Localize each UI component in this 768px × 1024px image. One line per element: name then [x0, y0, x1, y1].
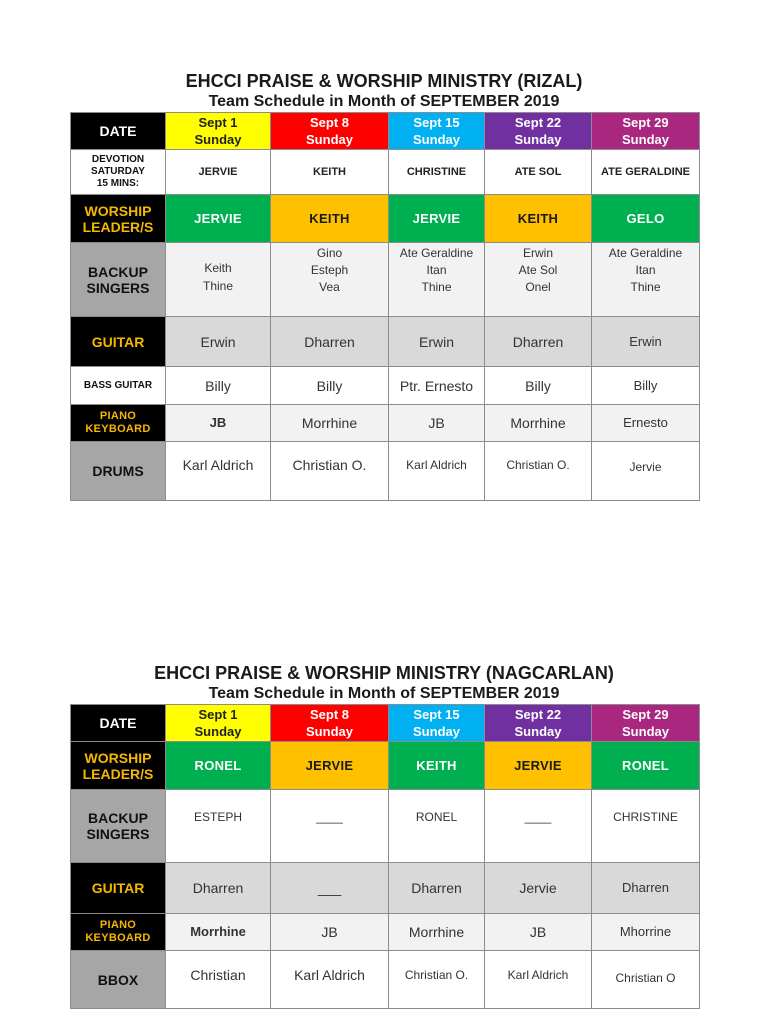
bass-label: BASS GUITAR	[71, 367, 166, 405]
worship-cell: JERVIE	[271, 742, 389, 790]
backup-cell: RONEL	[389, 790, 485, 863]
bbox-cell: Christian O	[592, 951, 700, 1009]
date-header: Sept 1 Sunday	[166, 113, 271, 150]
worship-cell: KEITH	[271, 195, 389, 243]
nagcarlan-subtitle: Team Schedule in Month of SEPTEMBER 2019	[208, 685, 560, 702]
piano-cell: JB	[166, 405, 271, 442]
bass-cell: Billy	[271, 367, 389, 405]
worship-cell: RONEL	[592, 742, 700, 790]
piano-cell: Ernesto	[592, 405, 700, 442]
bass-cell: Ptr. Ernesto	[389, 367, 485, 405]
devotion-row	[71, 150, 700, 195]
piano-cell: JB	[485, 914, 592, 951]
guitar-cell: ___	[271, 863, 389, 914]
worship-cell: KEITH	[485, 195, 592, 243]
backup-cell: ESTEPH	[166, 790, 271, 863]
guitar-cell: Erwin	[389, 317, 485, 367]
date-header: Sept 15 Sunday	[389, 113, 485, 150]
drums-row	[71, 442, 700, 501]
nagcarlan-table	[70, 704, 700, 1009]
devotion-cell: CHRISTINE	[389, 150, 485, 195]
backup-label: BACKUP SINGERS	[71, 790, 166, 863]
backup-cell: Keith Thine	[166, 243, 271, 317]
date-header: Sept 22 Sunday	[485, 113, 592, 150]
piano-label: PIANO KEYBOARD	[71, 914, 166, 951]
devotion-label: DEVOTION SATURDAY 15 MINS:	[71, 150, 166, 195]
bbox-row	[71, 951, 700, 1009]
guitar-cell: Erwin	[166, 317, 271, 367]
drums-cell: Karl Aldrich	[166, 442, 271, 501]
guitar-cell: Dharren	[485, 317, 592, 367]
backup-label: BACKUP SINGERS	[71, 243, 166, 317]
guitar-cell: Dharren	[271, 317, 389, 367]
bbox-cell: Karl Aldrich	[485, 951, 592, 1009]
date-row	[71, 705, 700, 742]
worship-row	[71, 195, 700, 243]
date-header: Sept 8 Sunday	[271, 705, 389, 742]
bbox-cell: Christian O.	[389, 951, 485, 1009]
backup-row	[71, 790, 700, 863]
rizal-title: EHCCI PRAISE & WORSHIP MINISTRY (RIZAL)	[185, 71, 583, 91]
guitar-row	[71, 863, 700, 914]
bass-row	[71, 367, 700, 405]
drums-cell: Jervie	[592, 442, 700, 501]
backup-cell: CHRISTINE	[592, 790, 700, 863]
drums-cell: Christian O.	[271, 442, 389, 501]
piano-row	[71, 405, 700, 442]
worship-cell: JERVIE	[389, 195, 485, 243]
rizal-subtitle: Team Schedule in Month of SEPTEMBER 2019	[208, 93, 560, 110]
piano-cell: Morrhine	[389, 914, 485, 951]
devotion-cell: ATE SOL	[485, 150, 592, 195]
nagcarlan-schedule	[70, 662, 699, 1009]
date-header: Sept 29 Sunday	[592, 113, 700, 150]
guitar-label: GUITAR	[71, 863, 166, 914]
date-label: DATE	[71, 705, 166, 742]
piano-cell: JB	[389, 405, 485, 442]
drums-cell: Christian O.	[485, 442, 592, 501]
guitar-label: GUITAR	[71, 317, 166, 367]
date-header: Sept 29 Sunday	[592, 705, 700, 742]
date-header: Sept 15 Sunday	[389, 705, 485, 742]
guitar-row	[71, 317, 700, 367]
backup-cell: ____	[485, 790, 592, 863]
worship-cell: RONEL	[166, 742, 271, 790]
drums-cell: Karl Aldrich	[389, 442, 485, 501]
date-label: DATE	[71, 113, 166, 150]
bbox-cell: Karl Aldrich	[271, 951, 389, 1009]
guitar-cell: Dharren	[592, 863, 700, 914]
devotion-cell: ATE GERALDINE	[592, 150, 700, 195]
piano-cell: JB	[271, 914, 389, 951]
backup-cell: Erwin Ate Sol Onel	[485, 243, 592, 317]
drums-label: DRUMS	[71, 442, 166, 501]
backup-cell: Ate Geraldine Itan Thine	[389, 243, 485, 317]
worship-row	[71, 742, 700, 790]
worship-label: WORSHIP LEADER/S	[71, 195, 166, 243]
worship-cell: JERVIE	[485, 742, 592, 790]
piano-label: PIANO KEYBOARD	[71, 405, 166, 442]
guitar-cell: Dharren	[166, 863, 271, 914]
devotion-cell: JERVIE	[166, 150, 271, 195]
piano-cell: Morrhine	[271, 405, 389, 442]
piano-cell: Morrhine	[485, 405, 592, 442]
bass-cell: Billy	[592, 367, 700, 405]
worship-cell: KEITH	[389, 742, 485, 790]
backup-row	[71, 243, 700, 317]
rizal-table	[70, 112, 700, 501]
worship-label: WORSHIP LEADER/S	[71, 742, 166, 790]
worship-cell: JERVIE	[166, 195, 271, 243]
worship-cell: GELO	[592, 195, 700, 243]
piano-row	[71, 914, 700, 951]
rizal-schedule	[70, 70, 699, 501]
devotion-cell: KEITH	[271, 150, 389, 195]
bbox-label: BBOX	[71, 951, 166, 1009]
bbox-cell: Christian	[166, 951, 271, 1009]
date-header: Sept 8 Sunday	[271, 113, 389, 150]
backup-cell: ____	[271, 790, 389, 863]
nagcarlan-title: EHCCI PRAISE & WORSHIP MINISTRY (NAGCARLAN)	[154, 663, 614, 683]
date-header: Sept 22 Sunday	[485, 705, 592, 742]
piano-cell: Mhorrine	[592, 914, 700, 951]
guitar-cell: Erwin	[592, 317, 700, 367]
date-row	[71, 113, 700, 150]
bass-cell: Billy	[166, 367, 271, 405]
guitar-cell: Dharren	[389, 863, 485, 914]
guitar-cell: Jervie	[485, 863, 592, 914]
backup-cell: Gino Esteph Vea	[271, 243, 389, 317]
backup-cell: Ate Geraldine Itan Thine	[592, 243, 700, 317]
piano-cell: Morrhine	[166, 914, 271, 951]
date-header: Sept 1 Sunday	[166, 705, 271, 742]
bass-cell: Billy	[485, 367, 592, 405]
